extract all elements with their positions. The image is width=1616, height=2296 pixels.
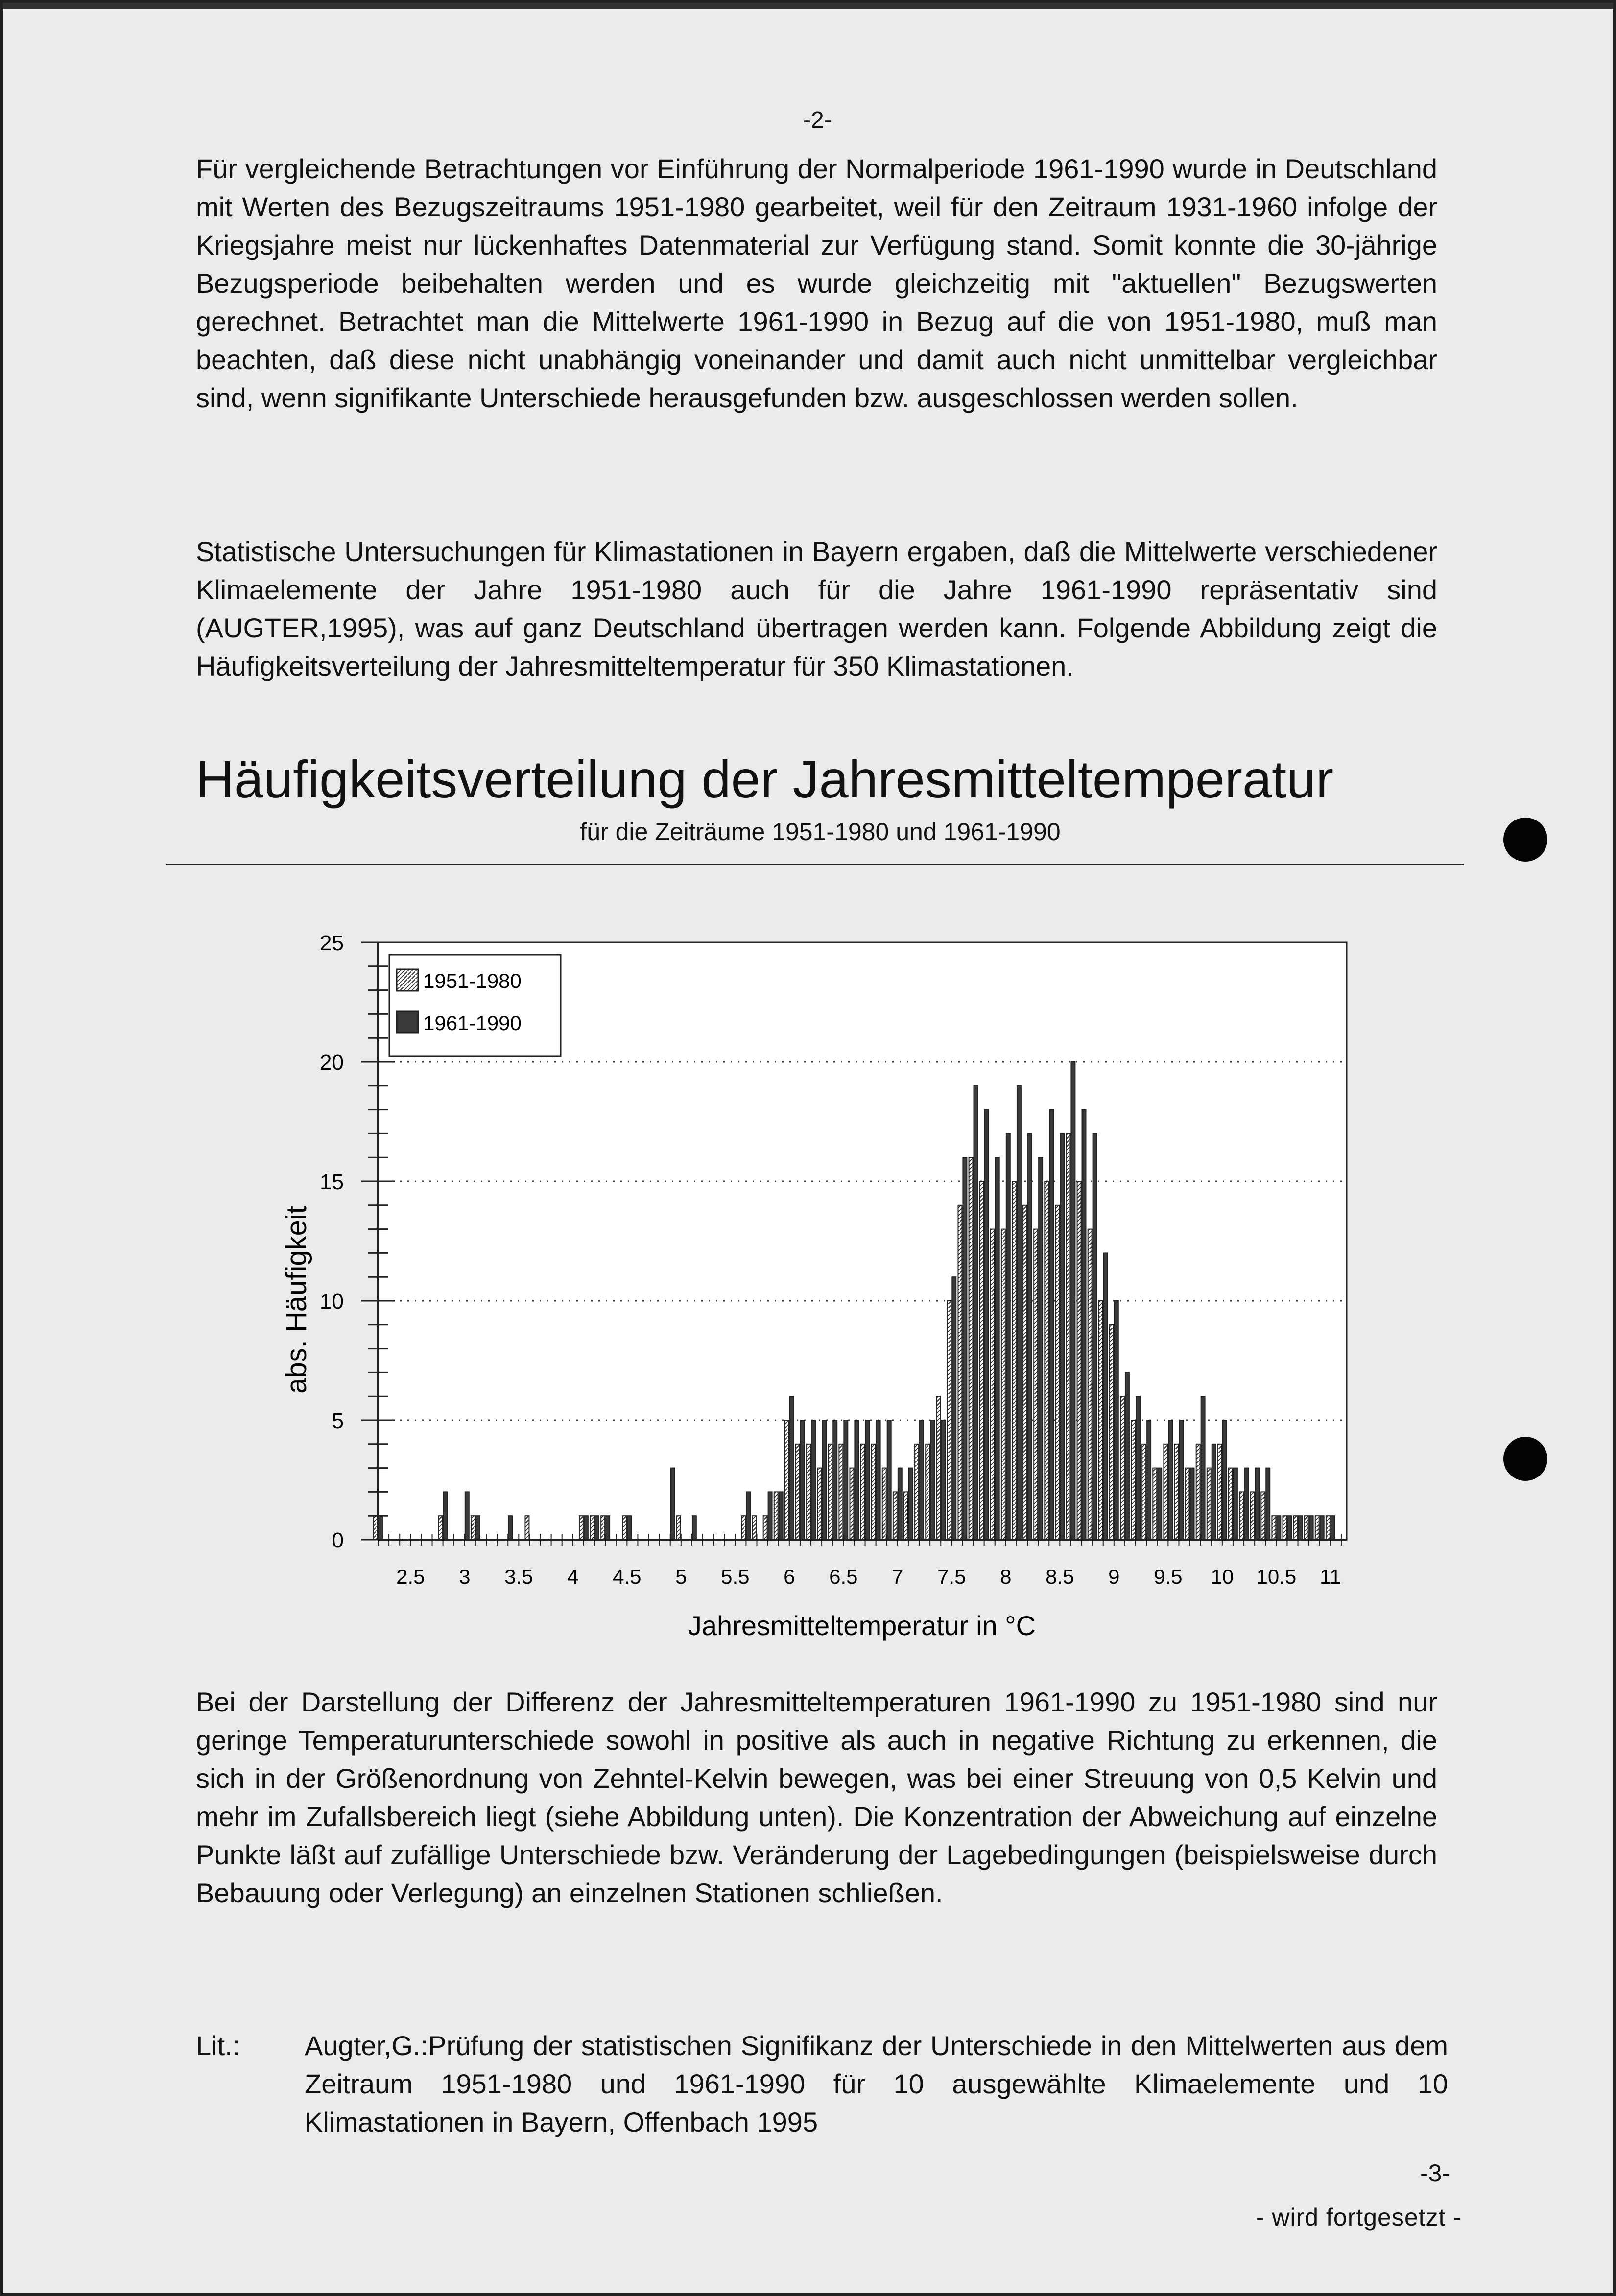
bar-1961-1990	[844, 1420, 848, 1540]
bar-1961-1990	[1060, 1133, 1064, 1540]
bar-1951-1980	[1305, 1516, 1308, 1540]
bar-1961-1990	[1255, 1468, 1259, 1540]
bar-1951-1980	[1174, 1444, 1178, 1540]
bar-1951-1980	[1315, 1516, 1319, 1540]
bar-1951-1980	[872, 1444, 876, 1540]
continued-note: - wird fortgesetzt -	[1256, 2203, 1462, 2231]
bar-1961-1990	[1223, 1420, 1227, 1540]
x-tick-label: 8	[1000, 1565, 1012, 1588]
bar-1951-1980	[1066, 1133, 1070, 1540]
bar-1961-1990	[1331, 1516, 1335, 1540]
y-tick-label: 20	[320, 1051, 344, 1075]
bar-1951-1980	[936, 1396, 940, 1540]
paragraph-normal-period: Für vergleichende Betrachtungen vor Einführung der Normalperiode 1961-1990 wurde in Deutschland mit Werten des Bezugszeitraums 1951-1980 gearbeitet, weil für den Zeitraum 1931-1960 infolge der Kriegsjahre meist nur lückenhaftes Datenmaterial zur Verfügung stand. Somit konnte die 30-jährige Bezugsperiode beibehalten werden und es wurde gleichzeitig mit "aktuellen" Bezugswerten gerechnet. Betrachtet man die Mittelwerte 1961-1990 in Bezug auf die von 1951-1980, muß man beachten, daß diese nicht unabhängig voneinander und damit auch nicht unmittelbar vergleichbar sind, wenn signifikante Unterschiede herausgefunden bzw. ausgeschlossen werden sollen.	[196, 153, 1437, 413]
bar-1951-1980	[915, 1444, 919, 1540]
bar-1951-1980	[839, 1444, 843, 1540]
bar-1961-1990	[866, 1420, 870, 1540]
bar-1961-1990	[768, 1492, 772, 1540]
bar-1961-1990	[595, 1516, 599, 1540]
bar-1951-1980	[1099, 1301, 1103, 1540]
bar-1951-1980	[374, 1516, 378, 1540]
bar-1961-1990	[887, 1420, 891, 1540]
bar-1961-1990	[1190, 1468, 1194, 1540]
bar-1961-1990	[1093, 1133, 1097, 1540]
bar-1961-1990	[1104, 1253, 1108, 1540]
bar-1961-1990	[801, 1420, 805, 1540]
bar-1951-1980	[1186, 1468, 1189, 1540]
bar-1951-1980	[525, 1516, 529, 1540]
literature-reference: Augter,G.:Prüfung der statistischen Signifikanz der Unterschiede in den Mittelwerten aus dem Zeitraum 1951-1980 und 1961-1990 für 10 ausgewählte Klimaelemente und 10 Klimastationen in Bayern, Offenbach 1995	[305, 2030, 1448, 2137]
x-tick-label: 9.5	[1154, 1565, 1183, 1588]
bar-1961-1990	[1201, 1396, 1205, 1540]
bar-1961-1990	[606, 1516, 610, 1540]
legend-swatch-1961-1990	[397, 1011, 418, 1033]
bar-1961-1990	[833, 1420, 837, 1540]
x-tick-label: 5	[675, 1565, 687, 1588]
bar-1961-1990	[1115, 1301, 1118, 1540]
bar-1961-1990	[1212, 1444, 1216, 1540]
bar-1951-1980	[969, 1157, 973, 1540]
bar-1951-1980	[1142, 1444, 1146, 1540]
page-number: -2-	[803, 107, 832, 133]
paragraph-statistical-studies: Statistische Untersuchungen für Klimastationen in Bayern ergaben, daß die Mittelwerte verschiedener Klimaelemente der Jahre 1951-1980 auch für die Jahre 1961-1990 repräsentativ sind (AUGTER,1995), was auf ganz Deutschland übertragen werden kann. Folgende Abbildung zeigt die Häufigkeitsverteilung der Jahresmitteltemperatur für 350 Klimastationen.	[196, 536, 1437, 681]
bar-1951-1980	[622, 1516, 626, 1540]
bar-1961-1990	[1287, 1516, 1291, 1540]
bar-1951-1980	[1088, 1229, 1092, 1540]
bar-1961-1990	[985, 1110, 989, 1540]
bar-1961-1990	[1234, 1468, 1237, 1540]
bar-1961-1990	[952, 1277, 956, 1540]
chart-title: Häufigkeitsverteilung der Jahresmitteltemperatur	[196, 750, 1334, 809]
bar-1961-1990	[898, 1468, 902, 1540]
bar-1951-1980	[1120, 1396, 1124, 1540]
bar-1951-1980	[1207, 1468, 1211, 1540]
y-tick-label: 15	[320, 1170, 344, 1194]
bar-1961-1990	[779, 1492, 783, 1540]
bar-1951-1980	[958, 1205, 962, 1540]
bar-1961-1990	[1179, 1420, 1183, 1540]
bar-1951-1980	[1229, 1468, 1233, 1540]
bar-1961-1990	[963, 1157, 967, 1540]
y-tick-label: 0	[332, 1528, 344, 1552]
legend-label-1961-1990: 1961-1990	[423, 1011, 522, 1034]
bar-1951-1980	[1250, 1492, 1254, 1540]
bar-1951-1980	[471, 1516, 475, 1540]
bar-1961-1990	[692, 1516, 696, 1540]
bar-1961-1990	[1168, 1420, 1172, 1540]
bar-1961-1990	[920, 1420, 924, 1540]
bar-1961-1990	[855, 1420, 858, 1540]
bar-1961-1990	[1147, 1420, 1151, 1540]
bar-1961-1990	[1006, 1133, 1010, 1540]
bar-1951-1980	[601, 1516, 605, 1540]
bar-1951-1980	[590, 1516, 594, 1540]
bar-1961-1990	[1244, 1468, 1248, 1540]
x-tick-label: 3.5	[504, 1565, 533, 1588]
bar-1951-1980	[1055, 1205, 1059, 1540]
bar-1951-1980	[850, 1468, 854, 1540]
bar-1961-1990	[811, 1420, 815, 1540]
bar-1961-1990	[1266, 1468, 1270, 1540]
bar-1951-1980	[1294, 1516, 1298, 1540]
bar-1961-1990	[930, 1420, 934, 1540]
bar-1951-1980	[947, 1301, 951, 1540]
x-tick-label: 7.5	[937, 1565, 966, 1588]
x-tick-label: 6	[784, 1565, 795, 1588]
bar-1951-1980	[1131, 1420, 1135, 1540]
bar-1961-1990	[746, 1492, 750, 1540]
bar-1961-1990	[379, 1516, 382, 1540]
bar-1961-1990	[584, 1516, 588, 1540]
bar-1961-1990	[1277, 1516, 1281, 1540]
bar-1961-1990	[1320, 1516, 1324, 1540]
x-axis-label: Jahresmitteltemperatur in °C	[688, 1610, 1036, 1641]
legend-swatch-1951-1980	[397, 969, 418, 991]
x-tick-label: 3	[459, 1565, 471, 1588]
bar-1951-1980	[1261, 1492, 1265, 1540]
bar-1961-1990	[465, 1492, 469, 1540]
bar-1951-1980	[1272, 1516, 1276, 1540]
bar-1961-1990	[1125, 1372, 1129, 1540]
x-tick-label: 11	[1320, 1565, 1341, 1588]
bar-1951-1980	[579, 1516, 583, 1540]
bar-1961-1990	[671, 1468, 675, 1540]
legend-label-1951-1980: 1951-1980	[423, 969, 522, 992]
bar-1961-1990	[974, 1086, 978, 1540]
chart-subtitle: für die Zeiträume 1951-1980 und 1961-1990	[580, 818, 1061, 845]
bar-1951-1980	[1034, 1229, 1038, 1540]
x-tick-label: 9	[1108, 1565, 1120, 1588]
next-page-number: -3-	[1420, 2159, 1450, 2187]
bar-1951-1980	[817, 1468, 821, 1540]
x-tick-label: 4.5	[613, 1565, 642, 1588]
bar-1951-1980	[991, 1229, 995, 1540]
bar-1961-1990	[1017, 1086, 1021, 1540]
bar-1951-1980	[807, 1444, 810, 1540]
paragraph-difference: Bei der Darstellung der Differenz der Jahresmitteltemperaturen 1961-1990 zu 1951-1980 sind nur geringe Temperaturunterschiede sowohl in positive als auch in negative Richtung zu erkennen, die sich in der Größenordnung von Zehntel-Kelvin bewegen, was bei einer Streuung von 0,5 Kelvin und mehr im Zufallsbereich liegt (siehe Abbildung unten). Die Konzentration der Abweichung auf einzelne Punkte läßt auf zufällige Unterschiede bzw. Veränderung der Lagebedingungen (beispielsweise durch Bebauung oder Verlegung) an einzelnen Stationen schließen.	[196, 1687, 1437, 1908]
y-axis-label: abs. Häufigkeit	[281, 1206, 312, 1394]
x-tick-label: 7	[892, 1565, 903, 1588]
x-tick-label: 6.5	[829, 1565, 858, 1588]
bar-1961-1990	[1299, 1516, 1303, 1540]
bar-1951-1980	[1164, 1444, 1167, 1540]
chart-legend	[389, 955, 561, 1056]
bar-1961-1990	[822, 1420, 826, 1540]
y-tick-label: 5	[332, 1409, 344, 1433]
bar-1961-1990	[909, 1468, 913, 1540]
x-tick-label: 10.5	[1256, 1565, 1297, 1588]
bar-1951-1980	[1012, 1181, 1016, 1540]
bar-1951-1980	[1326, 1516, 1330, 1540]
bar-1951-1980	[893, 1492, 897, 1540]
bar-1961-1990	[941, 1420, 945, 1540]
bar-1961-1990	[1049, 1110, 1053, 1540]
literature-label: Lit.:	[196, 2030, 240, 2061]
bar-1961-1990	[1028, 1133, 1032, 1540]
bar-1951-1980	[1001, 1229, 1005, 1540]
bar-1951-1980	[439, 1516, 443, 1540]
bar-1951-1980	[926, 1444, 929, 1540]
y-tick-label: 25	[320, 931, 344, 955]
x-tick-label: 10	[1211, 1565, 1234, 1588]
bar-1951-1980	[1045, 1181, 1048, 1540]
bar-1951-1980	[1218, 1444, 1222, 1540]
bar-1961-1990	[627, 1516, 631, 1540]
bar-1951-1980	[882, 1468, 886, 1540]
bar-1951-1980	[1153, 1468, 1157, 1540]
bar-1951-1980	[763, 1516, 767, 1540]
bar-1951-1980	[980, 1181, 984, 1540]
bar-1961-1990	[1136, 1396, 1140, 1540]
bar-1961-1990	[1082, 1110, 1086, 1540]
bar-1951-1980	[904, 1492, 908, 1540]
bar-1951-1980	[1283, 1516, 1286, 1540]
bar-1961-1990	[996, 1157, 999, 1540]
bar-1951-1980	[1077, 1181, 1081, 1540]
bar-1951-1980	[753, 1516, 757, 1540]
bar-1951-1980	[1239, 1492, 1243, 1540]
bar-1951-1980	[1196, 1444, 1200, 1540]
bar-1961-1990	[508, 1516, 512, 1540]
bar-1951-1980	[785, 1420, 789, 1540]
bar-1951-1980	[828, 1444, 832, 1540]
x-tick-label: 2.5	[396, 1565, 425, 1588]
bar-1961-1990	[444, 1492, 448, 1540]
bar-1951-1980	[774, 1492, 778, 1540]
bar-1951-1980	[741, 1516, 745, 1540]
bar-1951-1980	[1023, 1205, 1027, 1540]
bar-1951-1980	[1110, 1325, 1114, 1540]
bar-1951-1980	[861, 1444, 865, 1540]
bar-1961-1990	[877, 1420, 880, 1540]
y-tick-label: 10	[320, 1289, 344, 1313]
bar-1961-1990	[790, 1396, 794, 1540]
bar-1961-1990	[1158, 1468, 1162, 1540]
x-tick-label: 5.5	[721, 1565, 750, 1588]
bar-1961-1990	[1071, 1062, 1075, 1540]
bar-1961-1990	[1039, 1157, 1043, 1540]
bar-1961-1990	[1309, 1516, 1313, 1540]
bar-1951-1980	[677, 1516, 681, 1540]
bar-1951-1980	[796, 1444, 800, 1540]
x-tick-label: 8.5	[1046, 1565, 1074, 1588]
bar-1961-1990	[476, 1516, 480, 1540]
x-tick-label: 4	[567, 1565, 579, 1588]
